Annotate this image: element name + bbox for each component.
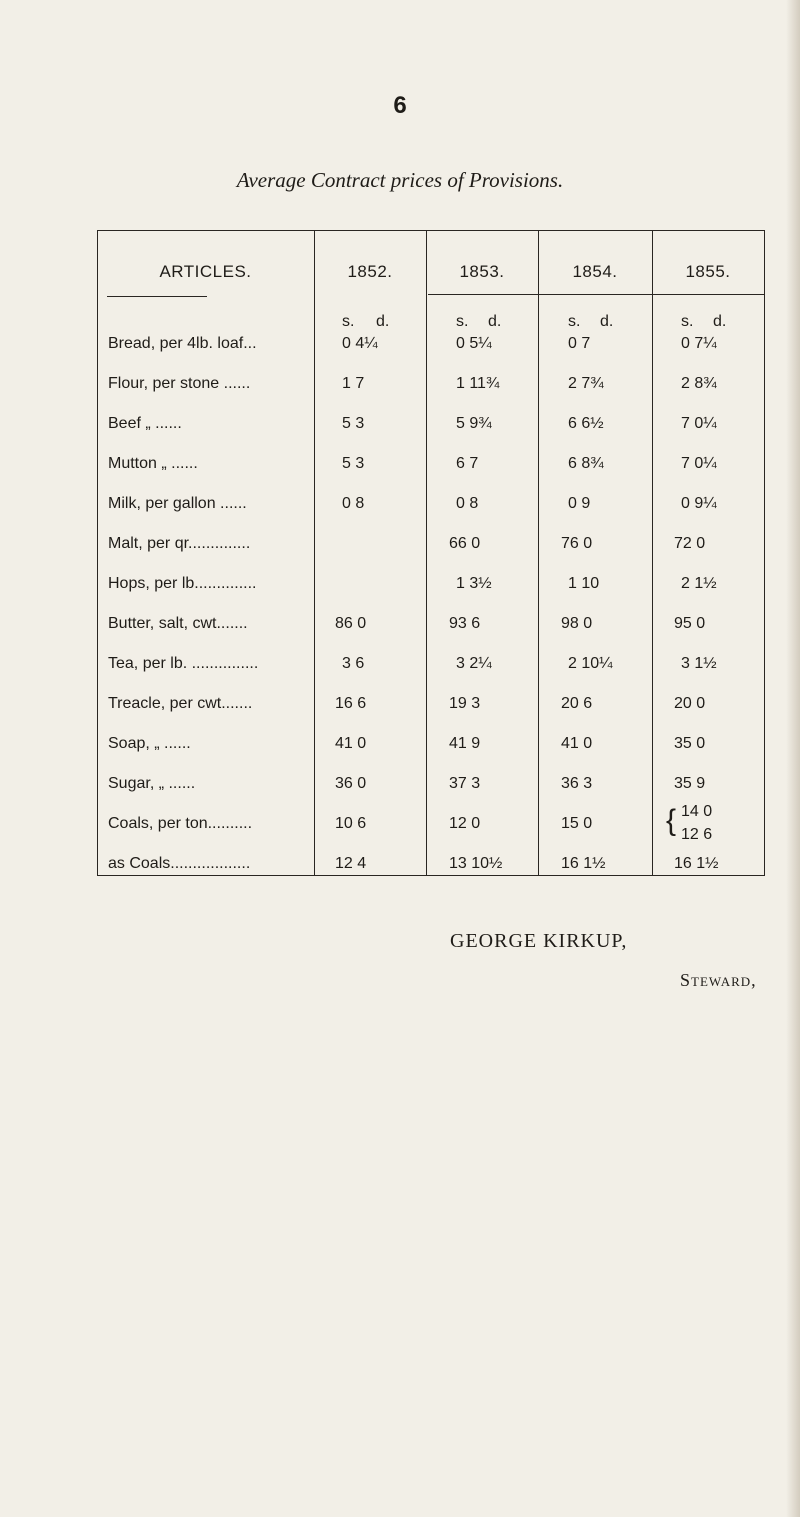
row-label: Treacle, per cwt....... bbox=[108, 695, 253, 712]
page-edge-shadow bbox=[786, 0, 800, 1517]
price-1854: 0 7 bbox=[568, 335, 591, 352]
price-1854: 2 7¾ bbox=[568, 375, 604, 392]
header-rule bbox=[107, 296, 207, 297]
column-divider bbox=[538, 230, 539, 875]
price-1855: 0 9¼ bbox=[681, 495, 717, 512]
row-label: Bread, per 4lb. loaf... bbox=[108, 335, 257, 352]
row-label: Beef „ ...... bbox=[108, 415, 182, 432]
price-1854: 98 0 bbox=[561, 615, 593, 632]
price-1852: 3 6 bbox=[342, 655, 365, 672]
price-1855-alt: 12 6 bbox=[681, 826, 713, 843]
signature-name: GEORGE KIRKUP, bbox=[450, 930, 628, 952]
header-rule bbox=[428, 294, 764, 295]
price-1852: 36 0 bbox=[335, 775, 367, 792]
price-1852: 5 3 bbox=[342, 415, 365, 432]
price-1855: 20 0 bbox=[674, 695, 706, 712]
table-bottom-rule bbox=[97, 875, 765, 876]
price-1852: 0 8 bbox=[342, 495, 365, 512]
price-1852: 86 0 bbox=[335, 615, 367, 632]
price-1854: 6 8¾ bbox=[568, 455, 604, 472]
price-1852: 5 3 bbox=[342, 455, 365, 472]
row-label: Sugar, „ ...... bbox=[108, 775, 196, 792]
unit-pence: d. bbox=[713, 313, 727, 330]
unit-pence: d. bbox=[488, 313, 502, 330]
price-1854: 2 10¼ bbox=[568, 655, 613, 672]
price-1853: 1 11¾ bbox=[456, 375, 500, 392]
row-label: Malt, per qr.............. bbox=[108, 535, 251, 552]
column-divider bbox=[652, 230, 653, 875]
price-1855: 3 1½ bbox=[681, 655, 717, 672]
price-1854: 1 10 bbox=[568, 575, 600, 592]
price-1853: 41 9 bbox=[449, 735, 481, 752]
price-1853: 13 10½ bbox=[449, 855, 503, 872]
price-1852: 16 6 bbox=[335, 695, 367, 712]
row-label: Soap, „ ...... bbox=[108, 735, 191, 752]
price-1855: 95 0 bbox=[674, 615, 706, 632]
brace-glyph: { bbox=[666, 804, 677, 837]
price-1853: 37 3 bbox=[449, 775, 481, 792]
header-1854: 1854. bbox=[572, 262, 618, 281]
table-top-rule bbox=[97, 230, 765, 231]
header-1852: 1852. bbox=[347, 262, 393, 281]
row-label: Coals, per ton.......... bbox=[108, 815, 253, 832]
price-1854: 20 6 bbox=[561, 695, 593, 712]
signature-title: Steward, bbox=[680, 970, 757, 990]
page-number: 6 bbox=[393, 92, 407, 119]
row-label: Milk, per gallon ...... bbox=[108, 495, 247, 512]
price-1855: 14 0 bbox=[681, 803, 713, 820]
price-1854: 36 3 bbox=[561, 775, 593, 792]
price-1853: 12 0 bbox=[449, 815, 481, 832]
price-1855: 7 0¼ bbox=[681, 415, 717, 432]
price-1855: 35 9 bbox=[674, 775, 706, 792]
price-1853: 1 3½ bbox=[456, 575, 492, 592]
unit-shillings: s. bbox=[681, 313, 694, 330]
price-1854: 6 6½ bbox=[568, 415, 604, 432]
price-1853: 19 3 bbox=[449, 695, 481, 712]
price-1854: 15 0 bbox=[561, 815, 593, 832]
unit-shillings: s. bbox=[568, 313, 581, 330]
row-label: Tea, per lb. ............... bbox=[108, 655, 259, 672]
price-1854: 76 0 bbox=[561, 535, 593, 552]
row-label: as Coals.................. bbox=[108, 855, 251, 872]
price-1855: 2 8¾ bbox=[681, 375, 717, 392]
unit-pence: d. bbox=[376, 313, 390, 330]
price-1854: 16 1½ bbox=[561, 855, 606, 872]
column-divider bbox=[314, 230, 315, 875]
price-1854: 41 0 bbox=[561, 735, 593, 752]
price-1853: 0 8 bbox=[456, 495, 479, 512]
header-1853: 1853. bbox=[459, 262, 505, 281]
price-1853: 6 7 bbox=[456, 455, 479, 472]
price-1855: 16 1½ bbox=[674, 855, 719, 872]
price-1852: 0 4¼ bbox=[342, 335, 378, 352]
price-1853: 5 9¾ bbox=[456, 415, 492, 432]
row-label: Butter, salt, cwt....... bbox=[108, 615, 248, 632]
price-1852: 1 7 bbox=[342, 375, 365, 392]
price-1853: 93 6 bbox=[449, 615, 481, 632]
price-1855: 2 1½ bbox=[681, 575, 717, 592]
header-1855: 1855. bbox=[685, 262, 731, 281]
row-label: Hops, per lb.............. bbox=[108, 575, 257, 592]
price-1852: 41 0 bbox=[335, 735, 367, 752]
price-1855: 35 0 bbox=[674, 735, 706, 752]
price-1855: 7 0¼ bbox=[681, 455, 717, 472]
table-border-right bbox=[764, 230, 765, 875]
column-divider bbox=[426, 230, 427, 875]
price-1852: 12 4 bbox=[335, 855, 367, 872]
price-1855: 0 7¼ bbox=[681, 335, 717, 352]
row-label: Flour, per stone ...... bbox=[108, 375, 251, 392]
price-1855: 72 0 bbox=[674, 535, 706, 552]
price-1854: 0 9 bbox=[568, 495, 591, 512]
header-articles: ARTICLES. bbox=[159, 262, 252, 281]
unit-shillings: s. bbox=[456, 313, 469, 330]
unit-shillings: s. bbox=[342, 313, 355, 330]
row-label: Mutton „ ...... bbox=[108, 455, 198, 472]
price-1853: 3 2¼ bbox=[456, 655, 492, 672]
page-title: Average Contract prices of Provisions. bbox=[236, 168, 564, 192]
price-1853: 0 5¼ bbox=[456, 335, 492, 352]
price-1853: 66 0 bbox=[449, 535, 481, 552]
table-border-left bbox=[97, 230, 98, 875]
unit-pence: d. bbox=[600, 313, 614, 330]
price-1852: 10 6 bbox=[335, 815, 367, 832]
